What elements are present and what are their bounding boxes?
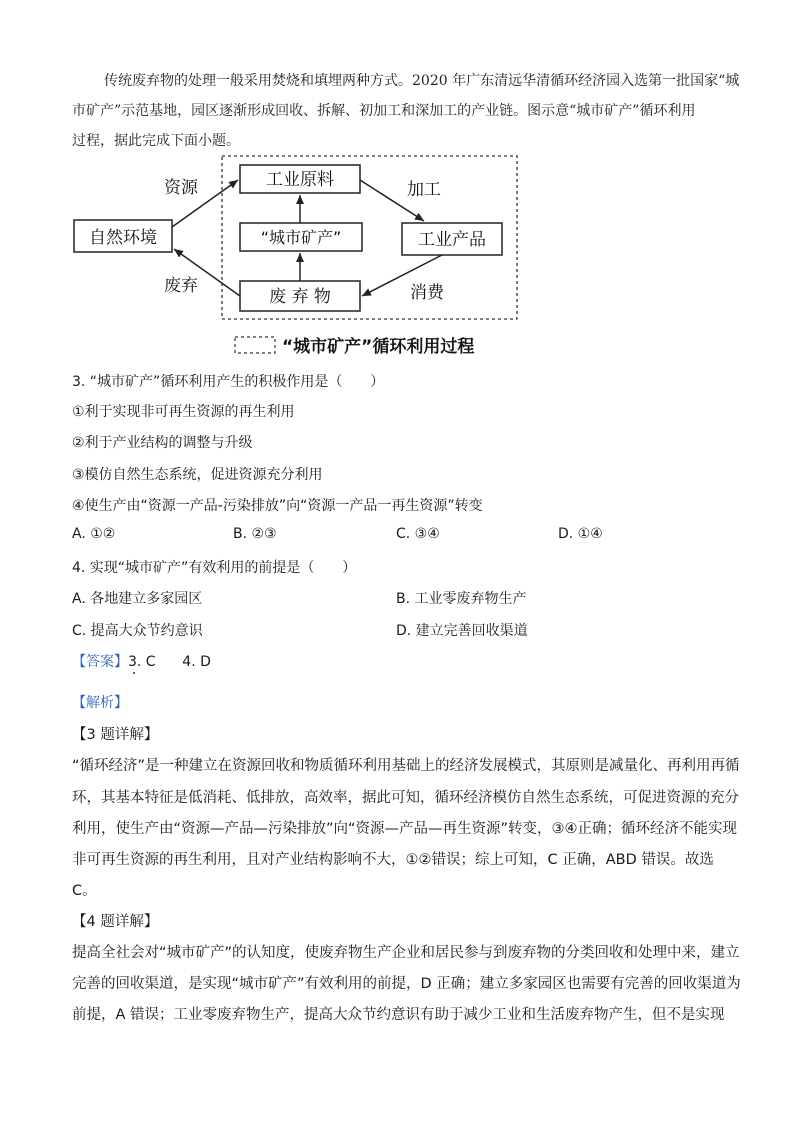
- urban-mineral-cycle-diagram: [72, 153, 522, 358]
- edge-consumption-label: 消费: [410, 283, 444, 303]
- q4-option-d: D. 建立完善回收渠道: [396, 623, 528, 639]
- q4-detail-line-3: 前提，A 错误；工业零废弃物生产，提高大众节约意识有助于减少工业和生活废弃物产生，但不是实现: [72, 1007, 725, 1023]
- q3-item-1: ①利于实现非可再生资源的再生利用: [72, 404, 295, 420]
- intro-line-3: 过程，据此完成下面小题。: [72, 133, 240, 149]
- industrial-raw-label: 工业原料: [266, 170, 334, 190]
- edge-discard-label: 废弃: [164, 276, 198, 296]
- q3-detail-line-4: 非可再生资源的再生利用，且对产业结构影响不大，①②错误；综上可知，C 正确，ABD 错误。故选: [72, 852, 714, 868]
- answer-label: 【答案】: [72, 654, 128, 670]
- waste-label: 废 弃 物: [269, 287, 331, 307]
- q3-detail-line-5: C。: [72, 883, 97, 899]
- q3-detail-line-3: 利用，使生产由“资源—产品—污染排放”向“资源—产品—再生资源”转变，③④正确；循环经济不能实现: [72, 821, 738, 837]
- answer-text: 3. C 4. D: [128, 654, 211, 670]
- q4-option-a: A. 各地建立多家园区: [72, 591, 203, 607]
- q4-stem: 4. 实现“城市矿产”有效利用的前提是（ ）: [72, 560, 357, 576]
- q3-detail-line-1: “循环经济”是一种建立在资源回收和物质循环利用基础上的经济发展模式，其原则是减量化、再利用再循: [72, 758, 740, 774]
- intro-line-1: 传统废弃物的处理一般采用焚烧和填埋两种方式。2020 年广东清远华清循环经济园入选第一批国家“城: [104, 73, 740, 89]
- answer-line: [72, 651, 211, 671]
- natural-env-label: 自然环境: [89, 228, 157, 248]
- q3-detail-header: 【3 题详解】: [72, 727, 159, 743]
- q3-option-b: B. ②③: [233, 526, 277, 542]
- urban-mineral-label: “城市矿产”: [260, 228, 342, 247]
- q3-option-d: D. ①④: [558, 526, 603, 542]
- legend-label: “城市矿产”循环利用过程: [282, 337, 475, 357]
- q3-item-2: ②利于产业结构的调整与升级: [72, 435, 253, 451]
- q3-detail-line-2: 环，其基本特征是低消耗、低排放，高效率，据此可知，循环经济模仿自然生态系统，可促进资源的充分: [72, 790, 739, 806]
- intro-line-2: 市矿产”示范基地，园区逐渐形成回收、拆解、初加工和深加工的产业链。图示意“城市矿产”循环利用: [72, 103, 696, 119]
- industrial-product-label: 工业产品: [418, 230, 486, 250]
- answer-emphasis-dot: [133, 672, 135, 674]
- edge-resource-label: 资源: [164, 178, 198, 198]
- q4-detail-header: 【4 题详解】: [72, 914, 159, 930]
- q3-stem: 3. “城市矿产”循环利用产生的积极作用是（ ）: [72, 374, 385, 390]
- analysis-label: 【解析】: [72, 695, 128, 711]
- q3-item-4: ④使生产由“资源一产品-污染排放”向“资源一产品一再生资源”转变: [72, 498, 483, 514]
- q4-option-c: C. 提高大众节约意识: [72, 623, 203, 639]
- q4-detail-line-2: 完善的回收渠道，是实现“城市矿产”有效利用的前提，D 正确；建立多家园区也需要有完善的回收渠道为: [72, 976, 741, 992]
- q3-item-3: ③模仿自然生态系统，促进资源充分利用: [72, 467, 323, 483]
- q3-option-c: C. ③④: [396, 526, 440, 542]
- edge-processing-label: 加工: [407, 180, 441, 200]
- q3-option-a: A. ①②: [72, 526, 116, 542]
- q4-detail-line-1: 提高全社会对“城市矿产”的认知度，使废弃物生产企业和居民参与到废弃物的分类回收和处理中来，建立: [72, 945, 740, 961]
- legend-dashed-swatch: [235, 337, 275, 353]
- q4-option-b: B. 工业零废弃物生产: [396, 591, 527, 607]
